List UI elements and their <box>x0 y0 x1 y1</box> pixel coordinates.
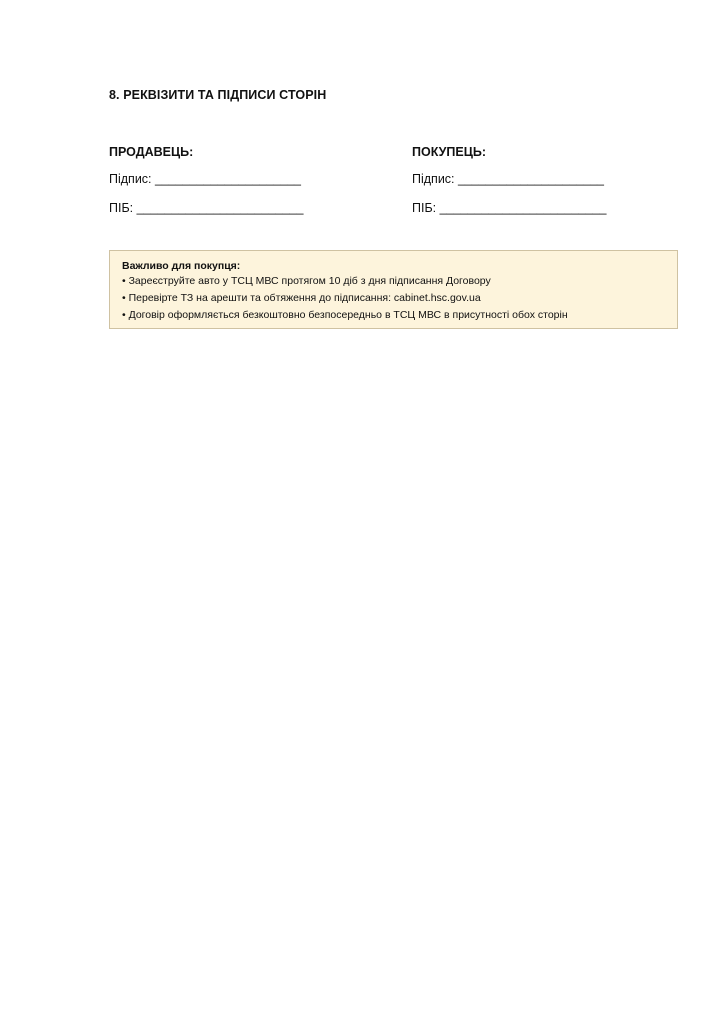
buyer-heading: ПОКУПЕЦЬ: <box>412 145 487 159</box>
buyer-name-line: ПІБ: ________________________ <box>412 201 607 215</box>
section-title: 8. РЕКВІЗИТИ ТА ПІДПИСИ СТОРІН <box>109 88 327 102</box>
seller-block <box>109 144 379 216</box>
seller-heading: ПРОДАВЕЦЬ: <box>109 145 194 159</box>
notice-title: Важливо для покупця: <box>122 260 241 272</box>
notice-item-free-processing: • Договір оформляється безкоштовно безпосередньо в ТСЦ МВС в присутності обох сторін <box>122 309 568 321</box>
buyer-signature-line: Підпис: _____________________ <box>412 172 604 186</box>
notice-item-check-encumbrances: • Перевірте ТЗ на арешти та обтяження до підписання: cabinet.hsc.gov.ua <box>122 292 481 304</box>
buyer-notice-box <box>109 250 678 329</box>
notice-item-register: • Зареєструйте авто у ТСЦ МВС протягом 10 діб з дня підписання Договору <box>122 275 491 287</box>
seller-signature-line: Підпис: _____________________ <box>109 172 301 186</box>
buyer-block <box>412 144 682 216</box>
seller-name-line: ПІБ: ________________________ <box>109 201 304 215</box>
